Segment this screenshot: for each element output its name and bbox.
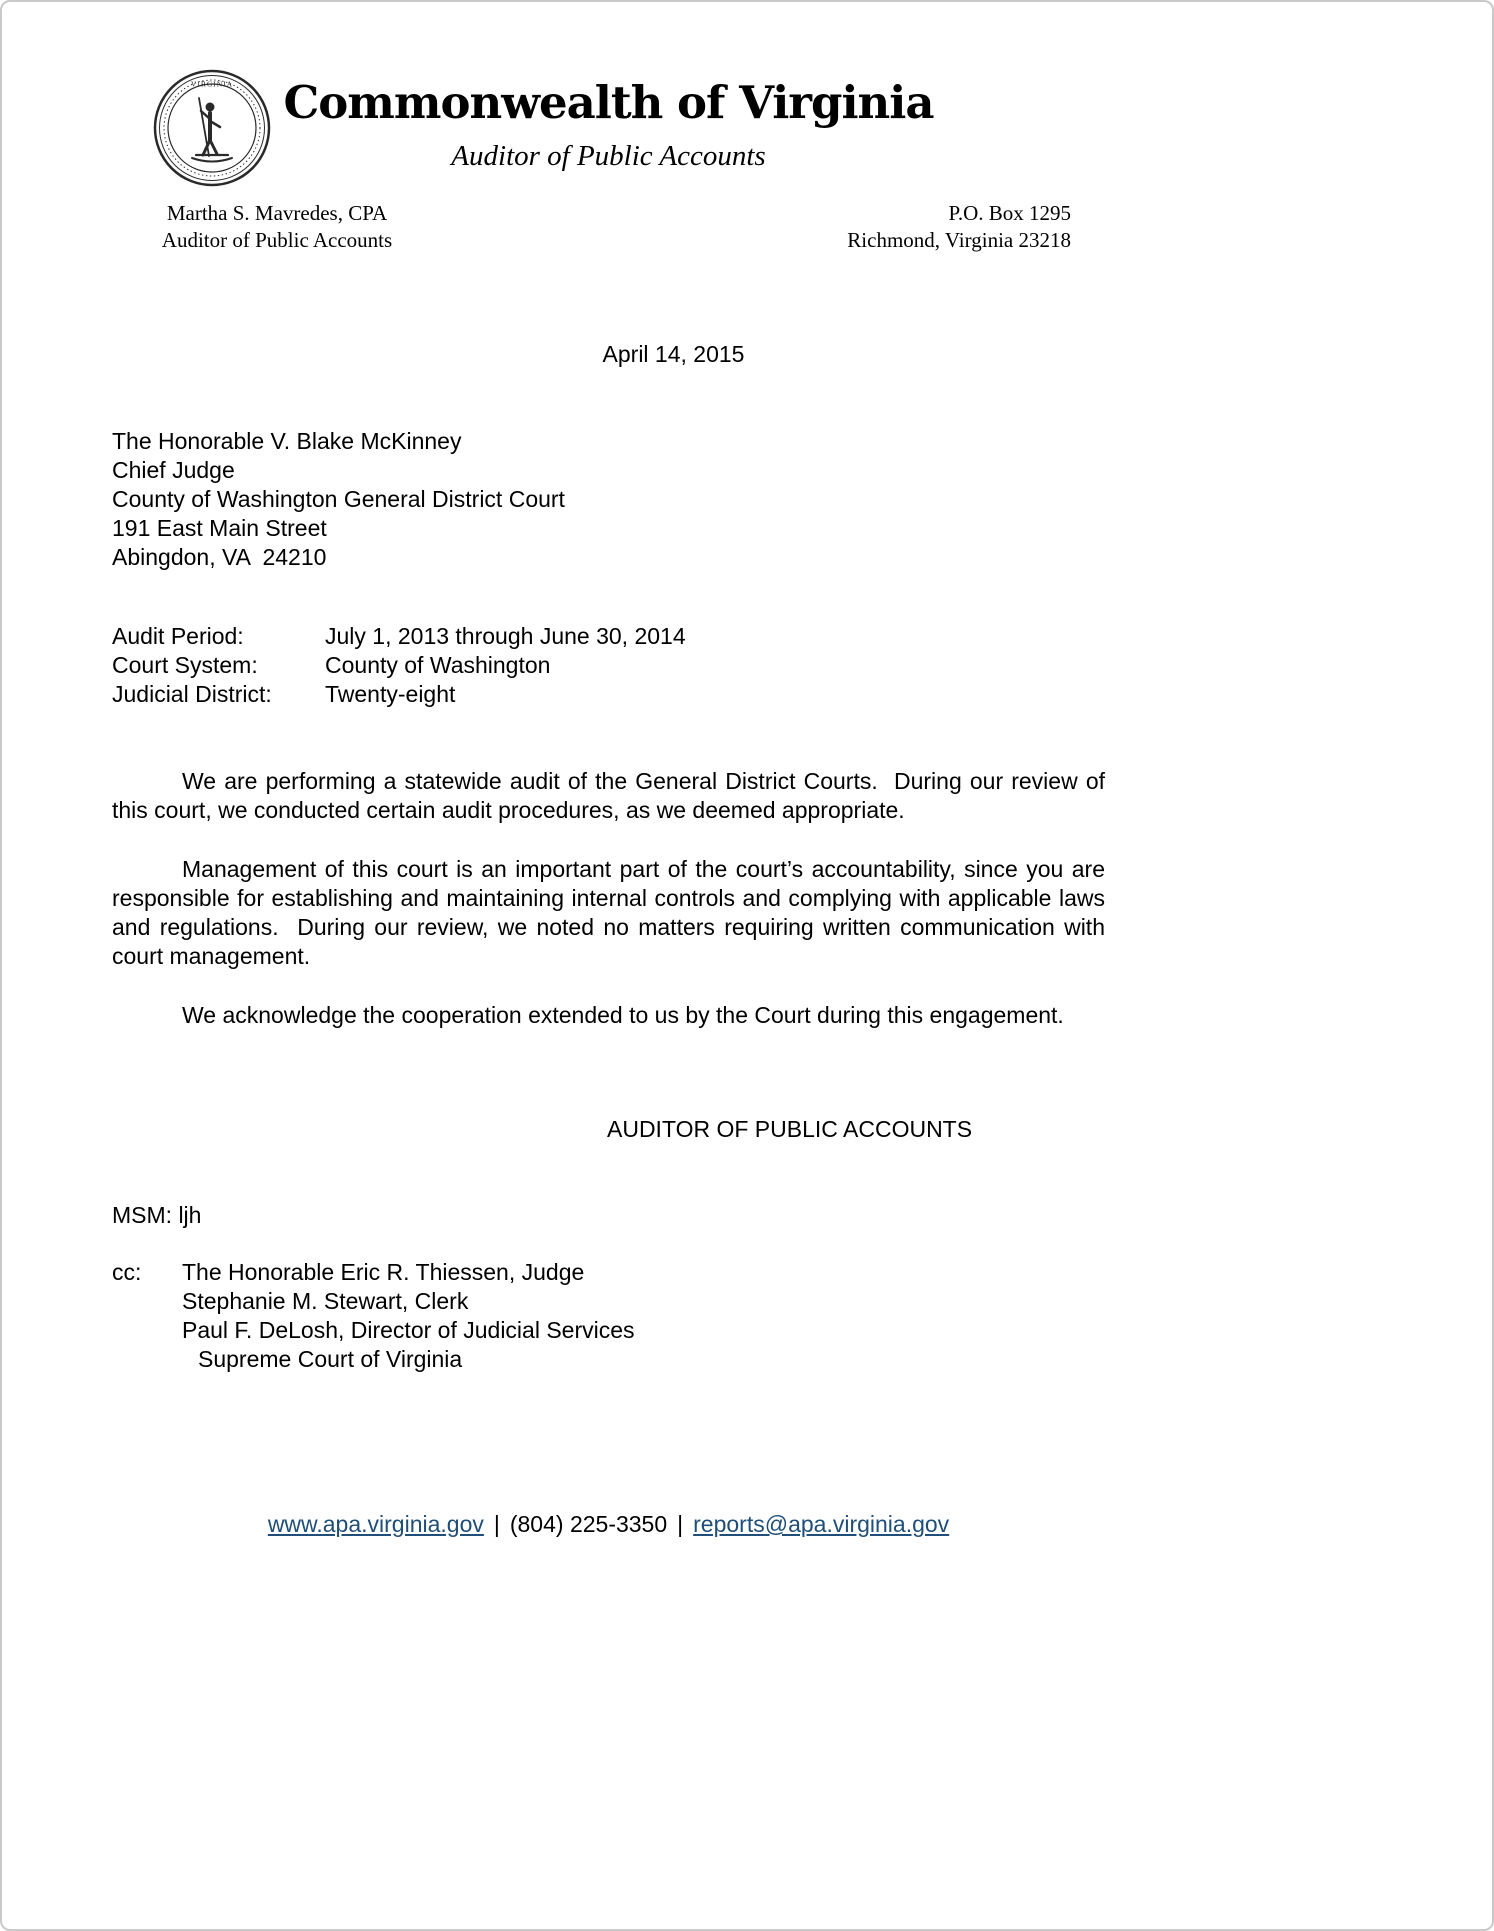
cc-list [182,1258,635,1374]
official-block [112,200,442,254]
recipient-name: The Honorable V. Blake McKinney [112,428,462,454]
recipient-city-state-zip: Abingdon, VA 24210 [112,544,327,570]
recipient-address-block [112,427,1105,572]
recipient-street: 191 East Main Street [112,515,327,541]
cc-item-supreme-court: Supreme Court of Virginia [198,1346,463,1372]
office-address-block [847,200,1105,254]
audit-period-row [112,622,1105,651]
cc-item-clerk: Stephanie M. Stewart, Clerk [182,1288,469,1314]
court-system-value: County of Washington [325,652,551,678]
cc-label: cc: [112,1259,142,1285]
letterhead [112,68,1105,254]
org-subtitle: Auditor of Public Accounts [451,140,766,172]
letterhead-info-row [112,200,1105,254]
audit-period-value: July 1, 2013 through June 30, 2014 [325,623,686,649]
judicial-district-row [112,680,1105,709]
paragraph-acknowledgement: We acknowledge the cooperation extended to us by the Court during this engagement. [182,1002,1064,1028]
letter-body [112,767,1112,1030]
letter-date: April 14, 2015 [602,341,745,367]
audit-info-block [112,622,1105,709]
court-system-row [112,651,1105,680]
reference-initials: MSM: ljh [112,1202,202,1228]
page-footer [112,1510,1105,1539]
cc-block [112,1258,1105,1374]
footer-separator: | [677,1511,684,1537]
judicial-district-value: Twenty-eight [325,681,456,707]
cc-item-director: Paul F. DeLosh, Director of Judicial Services [182,1317,635,1343]
letterhead-top [112,68,1105,190]
email-link[interactable]: reports@apa.virginia.gov [693,1511,950,1537]
seal-text: VIRGINIA [190,79,234,89]
recipient-title: Chief Judge [112,457,235,483]
city-state-zip-line: Richmond, Virginia 23218 [847,228,1071,252]
letter-content [112,68,1112,1931]
website-link[interactable]: www.apa.virginia.gov [267,1511,484,1537]
court-system-label: Court System: [112,652,258,678]
official-name: Martha S. Mavredes, CPA [166,201,388,225]
footer-separator: | [493,1511,500,1537]
cc-item-judge: The Honorable Eric R. Thiessen, Judge [182,1259,585,1285]
letterhead-title-block [112,78,1105,173]
audit-period-label: Audit Period: [112,623,244,649]
paragraph-management: Management of this court is an important part of the court’s accountability, since you are responsible for establishing and maintaining internal controls and complying with applicable laws and regulations. During our review, we noted no matters requiring written communication with court management. [112,856,1112,969]
recipient-court: County of Washington General District Court [112,486,565,512]
phone-number: (804) 225-3350 [509,1511,668,1537]
paragraph-statewide-audit: We are performing a statewide audit of the General District Courts. During our review of this court, we conducted certain audit procedures, as we deemed appropriate. [112,768,1112,823]
org-name: Commonwealth of Virginia [283,76,934,129]
signature-org-name: AUDITOR OF PUBLIC ACCOUNTS [607,1116,973,1142]
official-title: Auditor of Public Accounts [161,228,393,252]
judicial-district-label: Judicial District: [112,681,272,707]
po-box-line: P.O. Box 1295 [948,201,1071,225]
